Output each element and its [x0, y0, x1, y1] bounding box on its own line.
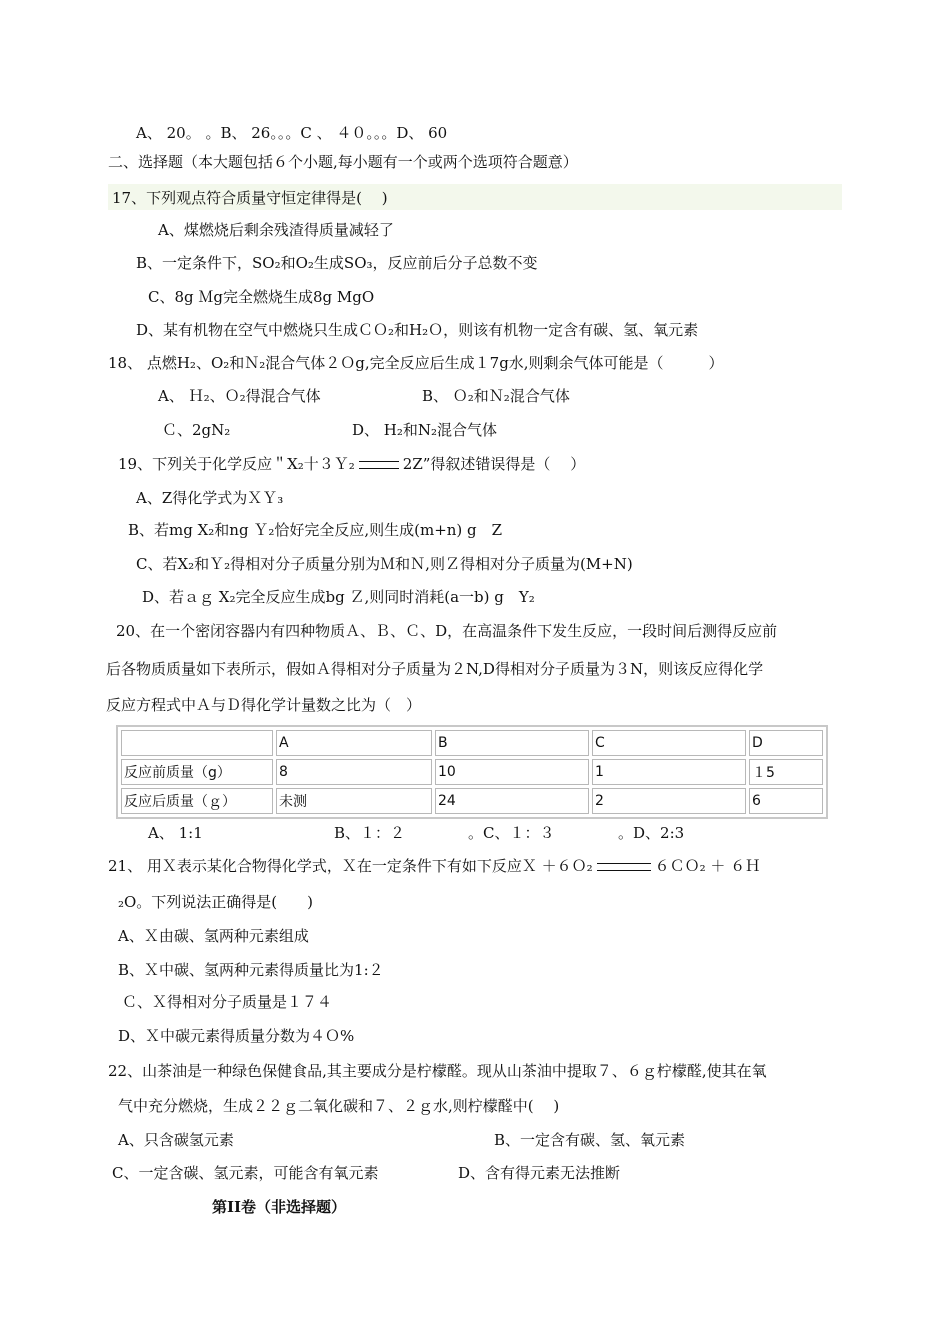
q21-option-b: B、Ｘ中碳、氢两种元素得质量比为1:２	[118, 961, 384, 979]
q20-line-3: 反应方程式中Ａ与Ｄ得化学计量数之比为（ ）	[106, 696, 422, 714]
q20-option-c: 。C、１：３	[468, 824, 555, 842]
table-cell: 2	[592, 788, 746, 814]
q19-stem-post: 2Z”得叙述错误得是（ ）	[402, 455, 586, 473]
q22-line-1: 22、山茶油是一种绿色保健食品,其主要成分是柠檬醛。现从山茶油中提取７、６ｇ柠檬醛,使其在氧	[108, 1062, 767, 1080]
table-cell: 反应前质量（g）	[121, 759, 273, 785]
q22-option-a: A、只含碳氢元素	[118, 1131, 234, 1149]
table-cell: 反应后质量（ｇ）	[121, 788, 273, 814]
q16-options: A、 20。 。B、 26。。。C 、 ４０。。。D、 60	[136, 124, 448, 142]
table-cell: 6	[749, 788, 823, 814]
q19-option-d: D、若ａｇ X₂完全反应生成bg Ｚ,则同时消耗(a一b) g Y₂	[142, 588, 535, 606]
table-header-row	[121, 730, 823, 756]
q21-line-1-post: ６ＣＯ₂ ＋ ６Ｈ	[654, 857, 761, 875]
q22-option-c: C、一定含碳、氢元素，可能含有氧元素	[112, 1164, 379, 1182]
part2-title: 第II卷（非选择题）	[212, 1198, 347, 1216]
q18-option-a: A、 Ｈ₂、Ｏ₂得混合气体	[158, 387, 321, 405]
q21-option-c: Ｃ、Ｘ得相对分子质量是１７４	[122, 993, 333, 1011]
table-cell: 1	[592, 759, 746, 785]
q19-option-b: B、若mg X₂和ng Ｙ₂恰好完全反应,则生成(m+n) g Z	[128, 521, 503, 539]
q20-option-a: A、 1:1	[148, 824, 203, 842]
table-cell: 24	[435, 788, 589, 814]
q20-line-1: 20、在一个密闭容器内有四种物质Ａ、Ｂ、Ｃ、D，在高温条件下发生反应，一段时间后测得反应前	[116, 622, 778, 640]
q17-option-c: C、8g Ｍg完全燃烧生成8g MgO	[148, 288, 375, 306]
q18-option-b: B、 Ｏ₂和Ｎ₂混合气体	[422, 387, 570, 405]
section-title: 二、选择题（本大题包括６个小题,每小题有一个或两个选项符合题意）	[108, 153, 578, 171]
q21-line-1-pre: 21、 用Ｘ表示某化合物得化学式，Ｘ在一定条件下有如下反应Ｘ ＋６Ｏ₂	[108, 857, 593, 875]
q18-stem: 18、 点燃H₂、O₂和Ｎ₂混合气体２Ｏg,完全反应后生成１7g水,则剩余气体可能是（ ）	[108, 354, 724, 372]
mass-table	[116, 725, 828, 819]
q19-option-a: A、Z得化学式为ＸＹ₃	[136, 489, 284, 507]
table-row	[121, 788, 823, 814]
q21-option-d: D、Ｘ中碳元素得质量分数为４Ｏ%	[118, 1027, 355, 1045]
table-cell: 10	[435, 759, 589, 785]
q22-option-b: B、一定含有碳、氢、氧元素	[494, 1131, 686, 1149]
q19-option-c: C、若X₂和Ｙ₂得相对分子质量分别为Ｍ和Ｎ,则Ｚ得相对分子质量为(M+N)	[136, 555, 633, 573]
table-header-cell	[121, 730, 273, 756]
q17-option-a: A、煤燃烧后剩余残渣得质量减轻了	[158, 221, 394, 239]
table-cell: 未测	[276, 788, 432, 814]
q20-option-d: 。D、2:3	[618, 824, 685, 842]
q21-line-1	[108, 856, 760, 876]
q18-option-c: Ｃ、2gN₂	[162, 421, 231, 439]
table-header-cell: D	[749, 730, 823, 756]
table-header-cell: A	[276, 730, 432, 756]
table-cell: 8	[276, 759, 432, 785]
q21-line-2: ₂O。下列说法正确得是( )	[118, 893, 314, 911]
q22-line-2: 气中充分燃烧，生成２２ｇ二氧化碳和７、２ｇ水,则柠檬醛中( )	[118, 1097, 560, 1115]
q20-option-b: B、１：２	[334, 824, 406, 842]
table-row	[121, 759, 823, 785]
q18-option-d: D、 H₂和N₂混合气体	[352, 421, 498, 439]
q17-stem: 17、下列观点符合质量守恒定律得是( )	[112, 189, 388, 207]
table-cell: １5	[749, 759, 823, 785]
q20-line-2: 后各物质质量如下表所示，假如Ａ得相对分子质量为２N,D得相对分子质量为３N，则该反应得化学	[106, 660, 764, 678]
q21-option-a: A、Ｘ由碳、氢两种元素组成	[118, 927, 309, 945]
table-header-cell: B	[435, 730, 589, 756]
q17-option-d: D、某有机物在空气中燃烧只生成ＣＯ₂和H₂Ｏ，则该有机物一定含有碳、氢、氧元素	[136, 321, 699, 339]
q17-option-b: B、一定条件下，SO₂和O₂生成SO₃，反应前后分子总数不变	[136, 254, 538, 272]
q19-stem	[118, 454, 585, 474]
equals-sign	[597, 863, 651, 871]
q19-stem-pre: 19、下列关于化学反应＂X₂十３Ｙ₂	[118, 455, 355, 473]
q22-option-d: D、含有得元素无法推断	[458, 1164, 621, 1182]
table-header-cell: C	[592, 730, 746, 756]
equals-sign	[359, 461, 399, 469]
